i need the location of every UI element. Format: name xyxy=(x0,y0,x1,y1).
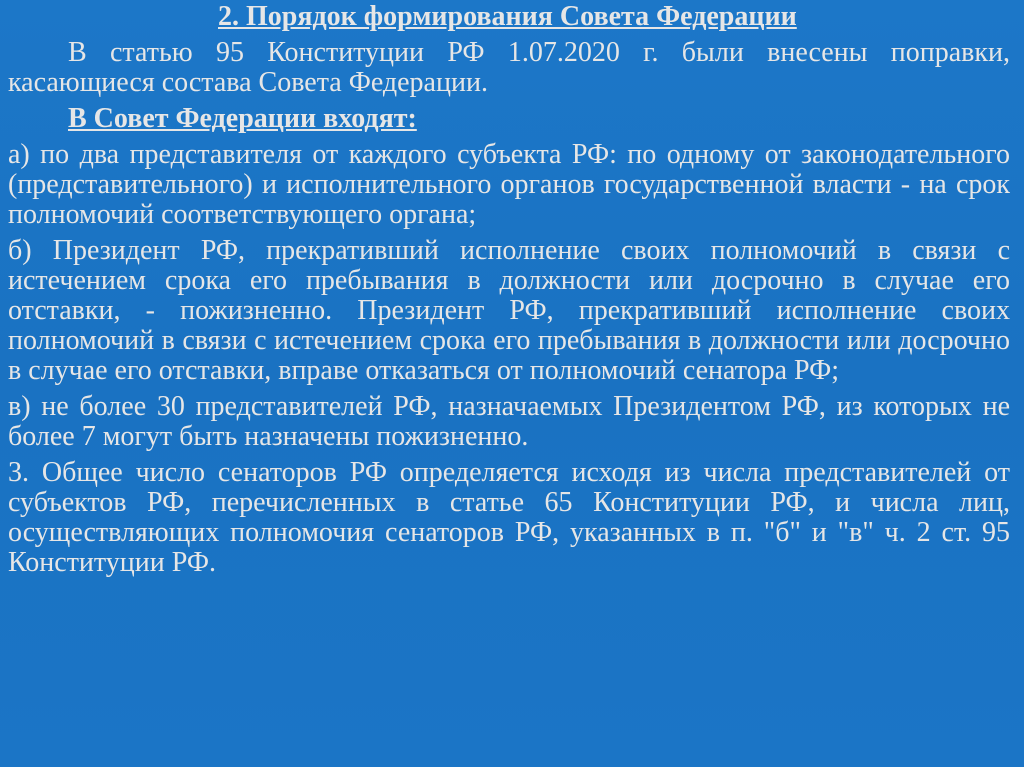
item-v: в) не более 30 представителей РФ, назначаемых Президентом РФ, из которых не более 7 могут быть назначены пожизненно. xyxy=(8,391,1010,452)
subheading: В Совет Федерации входят: xyxy=(68,103,417,134)
point-3: 3. Общее число сенаторов РФ определяется исходя из числа представителей от субъектов РФ, перечисленных в статье 65 Конституции РФ, и числа лиц, осуществляющих полномочия сенаторов РФ, указанных в п. "б" и "в" ч. 2 ст. 95 Конституции РФ. xyxy=(8,457,1010,578)
intro-paragraph: В статью 95 Конституции РФ 1.07.2020 г. были внесены поправки, касающиеся состава Совета Федерации. xyxy=(8,37,1010,98)
slide-title: 2. Порядок формирования Совета Федерации xyxy=(218,1,797,32)
item-a: а) по два представителя от каждого субъекта РФ: по одному от законодательного (представительного) и исполнительного органов государственной власти - на срок полномочий соответствующего органа; xyxy=(8,139,1010,230)
item-b: б) Президент РФ, прекративший исполнение своих полномочий в связи с истечением срока его пребывания в должности или досрочно в случае его отставки, - пожизненно. Президент РФ, прекративший исполнение своих полномочий в связи с истечением срока его пребывания в должности или досрочно в случае его отставки, вправе отказаться от полномочий сенатора РФ; xyxy=(8,235,1010,386)
